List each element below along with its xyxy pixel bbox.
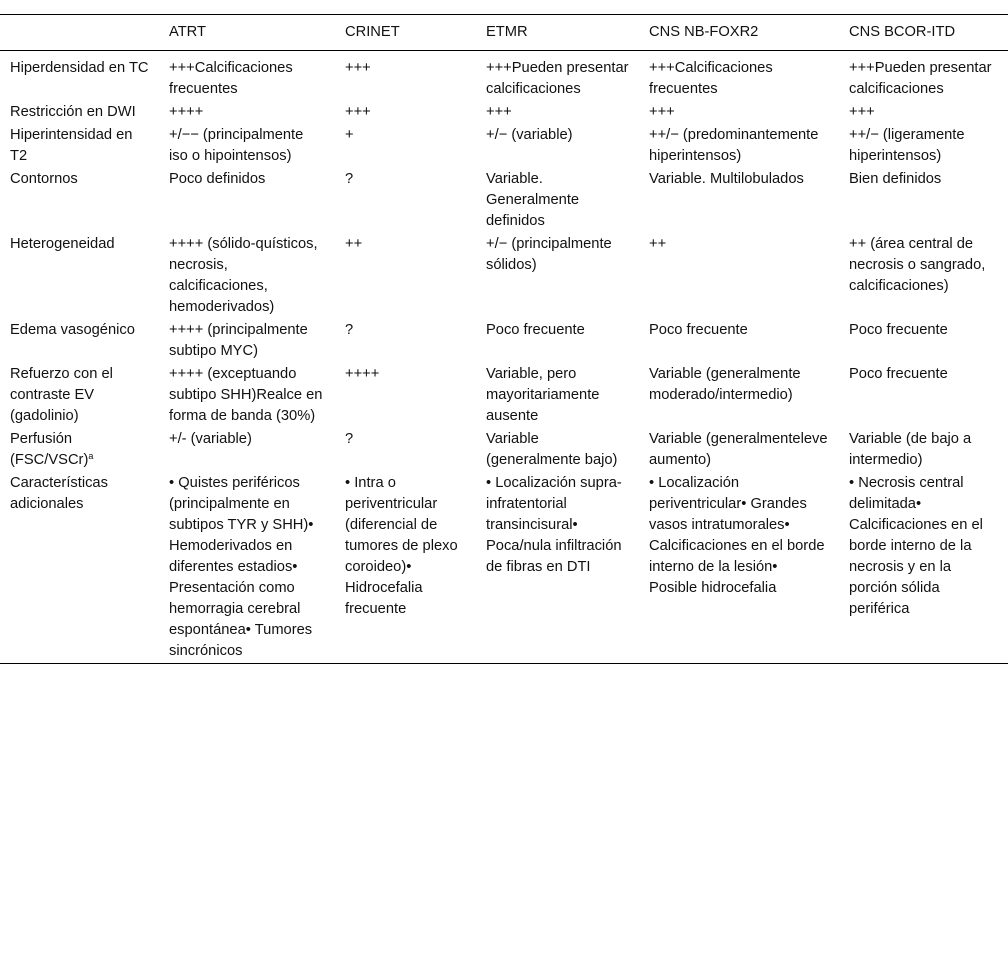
- table-cell: +++Pueden presentar calcificaciones: [849, 60, 992, 97]
- table-cell: Variable. Multilobulados: [649, 171, 804, 187]
- table-cell: • Localización supra-infratentorial transincisural• Poca/nula infiltración de fibras en DTI: [486, 475, 622, 575]
- table-cell: • Localización periventricular• Grandes vasos intratumorales• Calcificaciones en el borde interno de la lesión• Posible hidrocefalia: [649, 475, 825, 596]
- table-cell: ++/− (predominantemente hiperintensos): [649, 127, 819, 164]
- row-label: [0, 428, 159, 472]
- table-cell: Variable (generalmente bajo): [486, 431, 618, 468]
- table-header: [0, 15, 1008, 51]
- header-cell-bcor-itd: CNS BCOR-ITD: [849, 24, 956, 40]
- table-cell: +++: [345, 60, 371, 76]
- table-cell: ++/− (ligeramente hiperintensos): [849, 127, 965, 164]
- row-label: Contornos: [10, 171, 78, 187]
- row-label: Refuerzo con el contraste EV (gadolinio): [10, 366, 113, 424]
- table-cell: Variable, pero mayoritariamente ausente: [486, 366, 600, 424]
- table-cell: Variable (generalmente moderado/intermedio): [649, 366, 801, 403]
- table-cell: ?: [345, 322, 354, 338]
- table-cell: ?: [345, 171, 354, 187]
- table-cell: ++++: [169, 104, 204, 120]
- table-row: [0, 363, 1008, 428]
- header-row: [0, 15, 1008, 51]
- row-label: Edema vasogénico: [10, 322, 135, 338]
- footnote-marker: a: [88, 451, 94, 461]
- table-row: [0, 124, 1008, 168]
- table-body: [0, 51, 1008, 664]
- table-cell: Bien definidos: [849, 171, 942, 187]
- row-label: Heterogeneidad: [10, 236, 115, 252]
- row-label: Restricción en DWI: [10, 104, 136, 120]
- table-cell: Poco frecuente: [849, 366, 948, 382]
- table-cell: +: [345, 127, 354, 143]
- header-cell-atrt: ATRT: [169, 24, 206, 40]
- table-row: [0, 472, 1008, 664]
- header-cell-crinet: CRINET: [345, 24, 400, 40]
- table-cell: ++++ (principalmente subtipo MYC): [169, 322, 308, 359]
- table-cell: ++++ (sólido-quísticos, necrosis, calcificaciones, hemoderivados): [169, 236, 318, 315]
- table-row: [0, 101, 1008, 124]
- table-cell: +/−− (principalmente iso o hipointensos): [169, 127, 304, 164]
- table-cell: • Necrosis central delimitada• Calcificaciones en el borde interno de la necrosis y en la porción sólida periférica: [849, 475, 983, 617]
- table-cell: Poco definidos: [169, 171, 266, 187]
- header-cell-etmr: ETMR: [486, 24, 528, 40]
- table-cell: Variable (de bajo a intermedio): [849, 431, 972, 468]
- table-cell: +++Calcificaciones frecuentes: [169, 60, 293, 97]
- table-cell: Poco frecuente: [486, 322, 585, 338]
- table-cell: +++Calcificaciones frecuentes: [649, 60, 773, 97]
- table-cell: +++: [486, 104, 512, 120]
- table-cell: +/- (variable): [169, 431, 252, 447]
- table-cell: Variable (generalmenteleve aumento): [649, 431, 828, 468]
- row-label: Características adicionales: [10, 475, 108, 512]
- table-row: [0, 319, 1008, 363]
- table-row: [0, 233, 1008, 319]
- table-row: [0, 428, 1008, 472]
- header-cell-empty: [0, 15, 159, 51]
- table-cell: ++++: [345, 366, 380, 382]
- table-cell: ?: [345, 431, 354, 447]
- table-cell: • Quistes periféricos (principalmente en subtipos TYR y SHH)• Hemoderivados en diferentes estadios• Presentación como hemorragia cerebral espontánea• Tumores sincrónicos: [169, 475, 314, 659]
- header-cell-nb-foxr2: CNS NB-FOXR2: [649, 24, 759, 40]
- row-label: Hiperintensidad en T2: [10, 127, 133, 164]
- table-row: [0, 51, 1008, 102]
- comparison-table: [0, 14, 1008, 664]
- table-cell: +++: [345, 104, 371, 120]
- table-cell: Variable. Generalmente definidos: [486, 171, 580, 229]
- table-cell: +++: [649, 104, 675, 120]
- table-cell: Poco frecuente: [849, 322, 948, 338]
- table-cell: • Intra o periventricular (diferencial de tumores de plexo coroideo)• Hidrocefalia frecuente: [345, 475, 458, 617]
- table-cell: Poco frecuente: [649, 322, 748, 338]
- table-cell: ++: [345, 236, 363, 252]
- row-label: Hiperdensidad en TC: [10, 60, 149, 76]
- table-cell: ++: [649, 236, 667, 252]
- table-cell: ++ (área central de necrosis o sangrado, calcificaciones): [849, 236, 986, 294]
- table-cell: +++Pueden presentar calcificaciones: [486, 60, 629, 97]
- table-row: [0, 168, 1008, 233]
- table-cell: +/− (variable): [486, 127, 573, 143]
- table-cell: +++: [849, 104, 875, 120]
- table-cell: +/− (principalmente sólidos): [486, 236, 612, 273]
- table-cell: ++++ (exceptuando subtipo SHH)Realce en forma de banda (30%): [169, 366, 323, 424]
- row-label-text: Perfusión (FSC/VSCr): [10, 431, 89, 468]
